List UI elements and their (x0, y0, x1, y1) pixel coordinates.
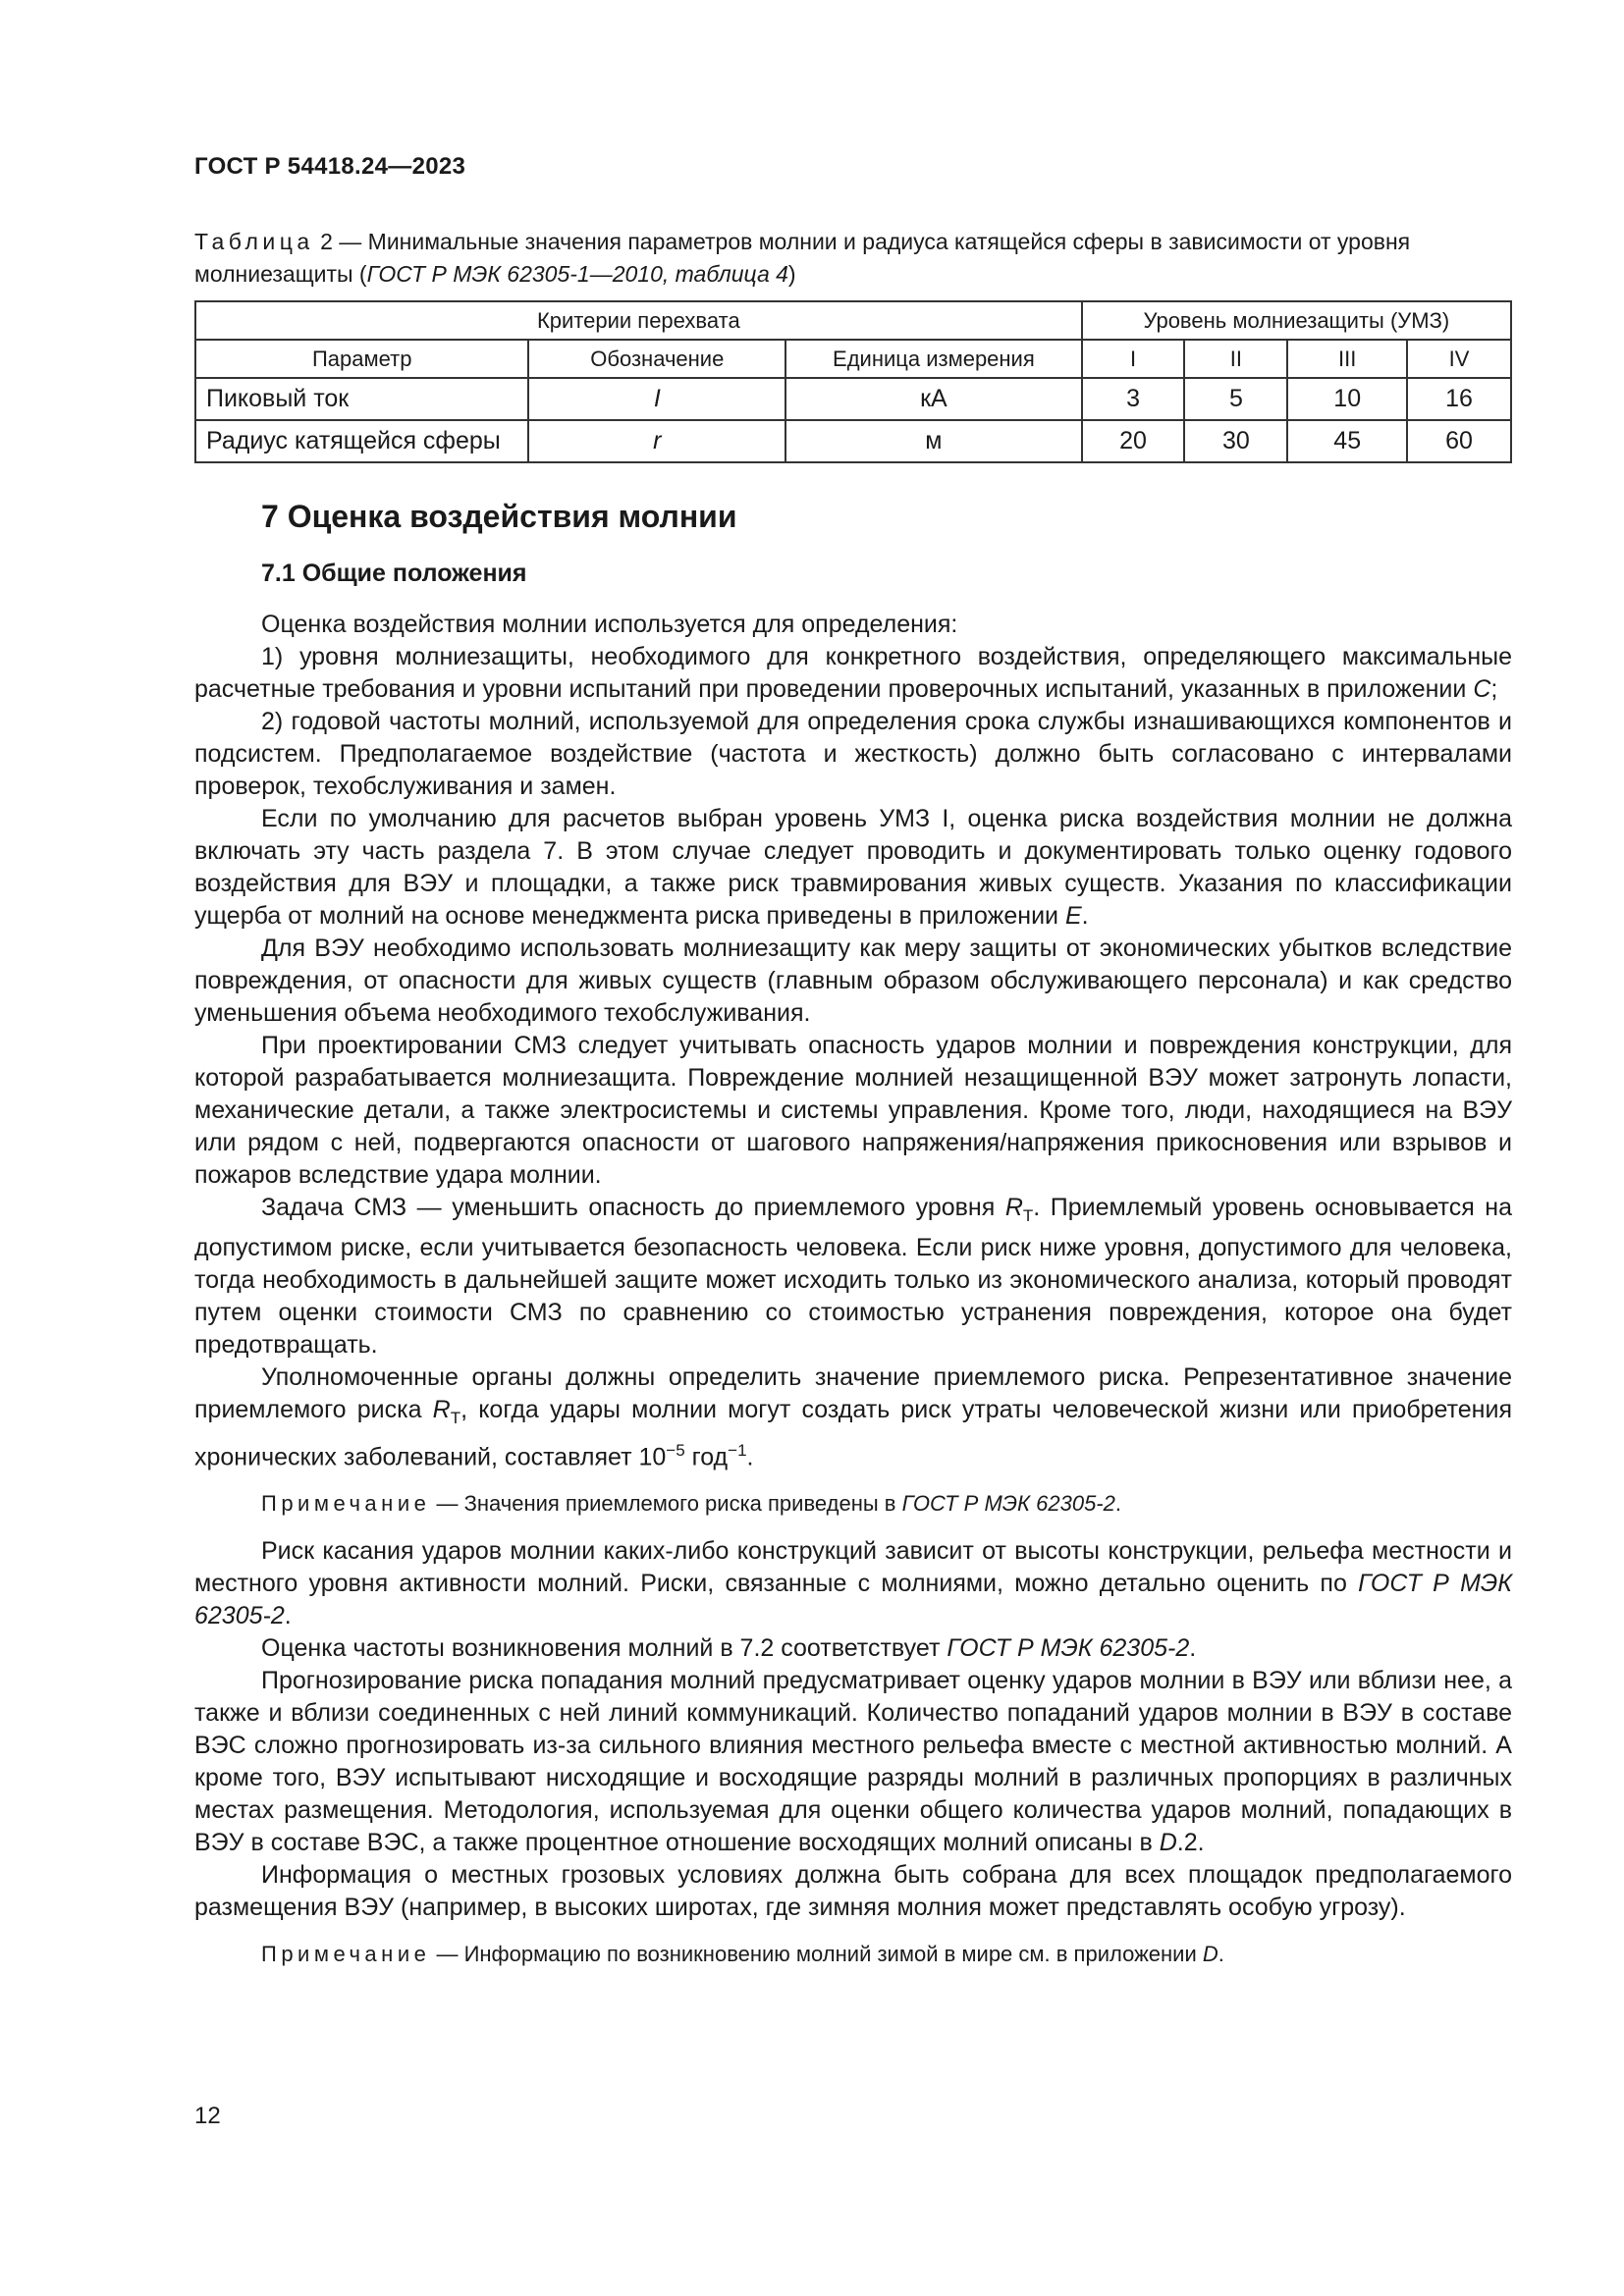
table-cell: м (785, 420, 1082, 462)
paragraph: Если по умолчанию для расчетов выбран уровень УМЗ I, оценка риска воздействия молнии не должна включать эту часть раздела 7. В этом случае следует проводить и документировать только оценку годового воздействия для ВЭУ и площадки, а также риск травмирования живых существ. Указания по классификации ущерба от молний на основе менеджмента риска приведены в приложении E. (194, 805, 1512, 930)
standard-id: ГОСТ Р 54418.24—2023 (194, 153, 466, 180)
group-header-levels: Уровень молниезащиты (УМЗ) (1082, 301, 1511, 340)
paragraph: Задача СМЗ — уменьшить опасность до приемлемого уровня $R_T$. Приемлемый уровень основывается на допустимом риске, если учитывается безопасность человека. Если риск ниже уровня, допустимого для человека, тогда необходимость в дальнейшей защите может исходить только из экономического анализа, который проводят путем оценки стоимости СМЗ по сравнению со стоимостью устранения повреждения, которое она будет предотвращать. (194, 1194, 1512, 1359)
table-cell: 3 (1082, 378, 1185, 420)
column-header: II (1184, 340, 1287, 378)
table-caption: Таблица 2 — Минимальные значения параметров молнии и радиуса катящейся сферы в зависимости от уровня молниезащиты (ГОСТ Р МЭК 62305-1—2010, таблица 4) (194, 229, 1411, 287)
section-body (194, 609, 1512, 1986)
table-cell: 20 (1082, 420, 1185, 462)
table-cell: Пиковый ток (195, 378, 528, 420)
paragraph: Для ВЭУ необходимо использовать молниезащиту как меру защиты от экономических убытков вследствие повреждения, от опасности для живых существ (главным образом обслуживающего персонала) и как средство уменьшения объема необходимого техобслуживания. (194, 934, 1512, 1027)
note: Примечание — Информацию по возникновению молний зимой в мире см. в приложении D. (261, 1942, 1224, 1967)
column-header: IV (1407, 340, 1511, 378)
group-header-criteria: Критерии перехвата (195, 301, 1082, 340)
table-caption-ref: ГОСТ Р МЭК 62305-1—2010, таблица 4 (366, 261, 788, 287)
paragraph: Оценка воздействия молнии используется для определения: (261, 611, 958, 638)
table-row (195, 378, 1511, 420)
table-caption-number: 2 (313, 229, 333, 254)
table-cell: 45 (1287, 420, 1407, 462)
table-cell: 30 (1184, 420, 1287, 462)
table-cell: 5 (1184, 378, 1287, 420)
paragraph: Прогнозирование риска попадания молний предусматривает оценку ударов молнии в ВЭУ или вблизи нее, а также и вблизи соединенных с ней линий коммуникаций. Количество попаданий ударов молнии в ВЭУ в составе ВЭС сложно прогнозировать из-за сильного влияния местного рельефа вместе с местной активностью молний. А кроме того, ВЭУ испытывают нисходящие и восходящие разряды молний в различных пропорциях в различных местах размещения. Методология, используемая для оценки общего количества ударов молний, попадающих в ВЭУ в составе ВЭС, а также процентное отношение восходящих молний описаны в D.2. (194, 1667, 1512, 1857)
paragraph: Оценка частоты возникновения молний в 7.2 соответствует ГОСТ Р МЭК 62305-2. (261, 1634, 1197, 1663)
paragraph: 2) годовой частоты молний, используемой для определения срока службы изнашивающихся компонентов и подсистем. Предполагаемое воздействие (частота и жесткость) должно быть согласовано с интервалами проверок, техобслуживания и замен. (194, 708, 1512, 800)
column-header: Параметр (195, 340, 528, 378)
table-cell: 10 (1287, 378, 1407, 420)
paragraph: Информация о местных грозовых условиях должна быть собрана для всех площадок предполагаемого размещения ВЭУ (например, в высоких широтах, где зимняя молния может представлять особую угрозу). (194, 1861, 1512, 1922)
parameters-table (194, 300, 1512, 463)
subsection-heading: 7.1 Общие положения (261, 560, 527, 587)
table-row (195, 420, 1511, 462)
table-cell: r (528, 420, 785, 462)
table-cell: 16 (1407, 378, 1511, 420)
note: Примечание — Значения приемлемого риска приведены в ГОСТ Р МЭК 62305-2. (261, 1491, 1121, 1517)
table-cell: кА (785, 378, 1082, 420)
paragraph: 1) уровня молниезащиты, необходимого для конкретного воздействия, определяющего максимальные расчетные требования и уровни испытаний при проведении проверочных испытаний, указанных в приложении C; (194, 643, 1512, 703)
paragraph: Риск касания ударов молнии каких-либо конструкций зависит от высоты конструкции, рельефа местности и местного уровня активности молний. Риски, связанные с молниями, можно детально оценить по ГОСТ Р МЭК 62305-2. (194, 1537, 1512, 1630)
table-cell: I (528, 378, 785, 420)
column-header: I (1082, 340, 1185, 378)
table-caption-text: — Минимальные значения параметров молнии и радиуса катящейся сферы в зависимости от уровня молниезащиты ( (194, 229, 1411, 287)
paragraph: Уполномоченные органы должны определить значение приемлемого риска. Репрезентативное значение приемлемого риска $R_T$, когда удары молнии могут создать риск утраты человеческой жизни или приобретения хронических заболеваний, составляет $10^{-5}$ год$^{-1}$. (194, 1363, 1512, 1471)
column-header: Обозначение (528, 340, 785, 378)
page-number: 12 (194, 2103, 221, 2129)
section-heading: 7 Оценка воздействия молнии (261, 499, 737, 534)
table-caption-label: Таблица (194, 229, 314, 254)
column-header: Единица измерения (785, 340, 1082, 378)
paragraph: При проектировании СМЗ следует учитывать опасность ударов молнии и повреждения конструкции, для которой разрабатывается молниезащита. Повреждение молнией незащищенной ВЭУ может затронуть лопасти, механические детали, а также электросистемы и системы управления. Кроме того, люди, находящиеся на ВЭУ или рядом с ней, подвергаются опасности от шагового напряжения/напряжения прикосновения или взрывов и пожаров вследствие удара молнии. (194, 1032, 1512, 1189)
column-header: III (1287, 340, 1407, 378)
table-cell: Радиус катящейся сферы (195, 420, 528, 462)
table-cell: 60 (1407, 420, 1511, 462)
